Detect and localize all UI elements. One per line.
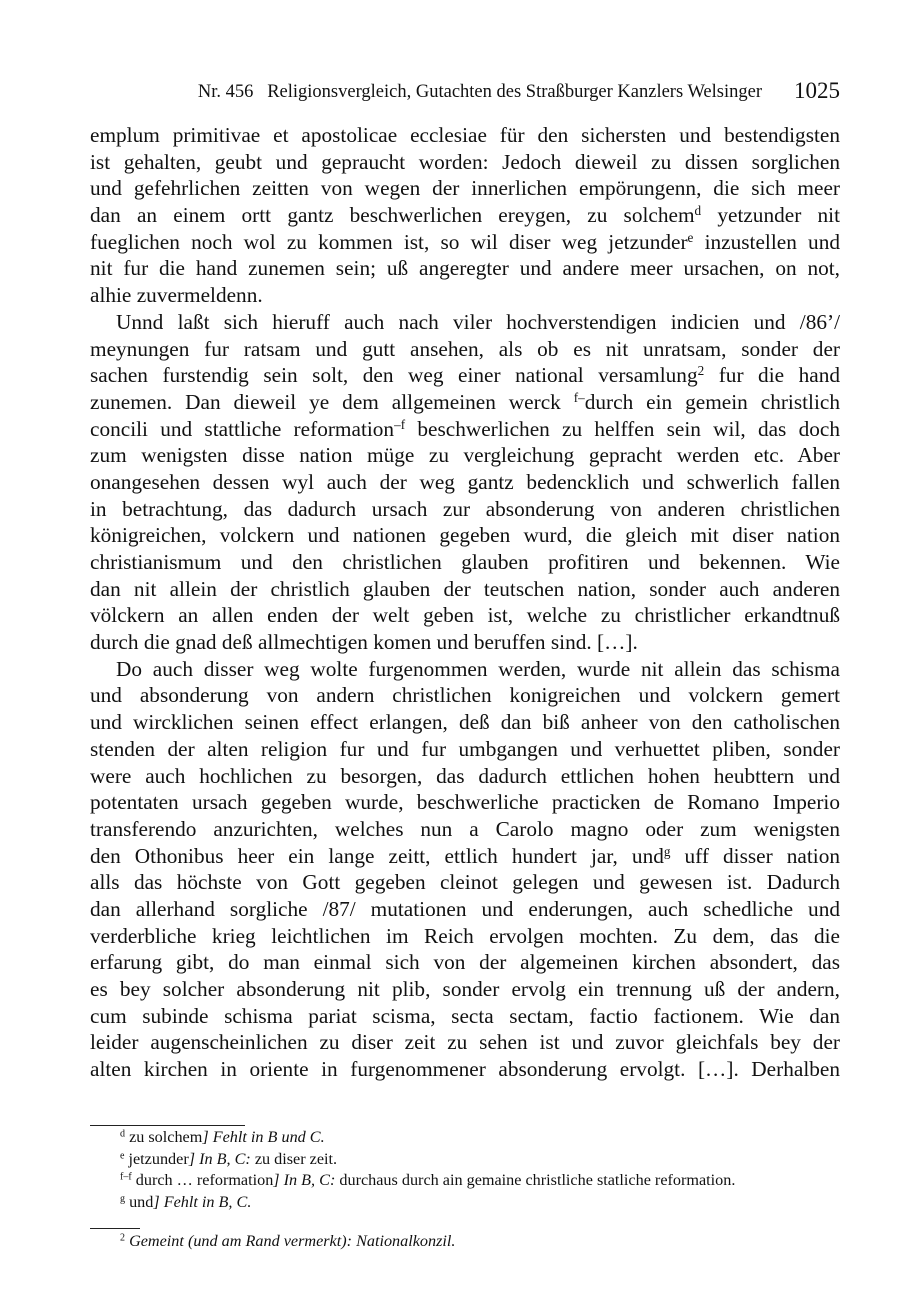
text-run: dan nit allein der christlich glauben der teutschen nation, sonder auch anderen (90, 576, 840, 601)
italic-text: ] Fehlt in B und C. (202, 1128, 325, 1146)
text-run: und gefehrlichen zeitten von wegen der innerlichen empörungenn, die sich meer (90, 176, 840, 201)
text-line (90, 602, 840, 629)
text-line (90, 709, 840, 736)
text-run: transferendo anzurichten, welches nun a Carolo magno oder zum wenigsten (90, 816, 840, 841)
text-run: Do auch disser weg wolte furgenommen werden, wurde nit allein das schisma (116, 656, 840, 681)
text-line (90, 1003, 840, 1030)
text-line (90, 469, 840, 496)
running-header (90, 78, 840, 106)
footnote (120, 1149, 850, 1171)
text-line (90, 336, 840, 363)
text-line (90, 202, 840, 229)
text-line (90, 175, 840, 202)
text-line (90, 522, 840, 549)
paragraph (90, 122, 840, 309)
text-run: alls das höchste von Gott gegeben cleinot gelegen und gewesen ist. Dadurch (90, 870, 840, 895)
text-line (90, 362, 840, 389)
text-line (90, 549, 840, 576)
text-run: cum subinde schisma pariat scisma, secta sectam, factio factionem. Wie dan (90, 1003, 840, 1028)
text-line (90, 789, 840, 816)
text-line (90, 149, 840, 176)
text-line (90, 1056, 840, 1083)
text-line (90, 389, 840, 416)
text-line (90, 229, 840, 256)
footnote-marker: –f (394, 416, 406, 432)
text-line (90, 442, 840, 469)
text-run: zu solchem (125, 1128, 203, 1146)
text-line (90, 416, 840, 443)
footnote-marker: d (120, 1128, 126, 1140)
text-run: Unnd laßt sich hieruff auch nach viler hochverstendigen indicien und /86’/ (116, 309, 840, 334)
text-run: in betrachtung, das dadurch ursach zur absonderung von anderen christlichen (90, 496, 840, 521)
text-run: durchaus durch ain gemaine christliche statliche reformation. (335, 1171, 736, 1190)
text-run: leider augenscheinlichen zu diser zeit zu sehen ist und zuvor gleichfals bey der (90, 1030, 840, 1055)
text-line (90, 976, 840, 1003)
text-run: völckern an allen enden der welt geben ist, welche zu christlicher erkandtnuß (90, 603, 840, 628)
running-title: Nr. 456 Religionsvergleich, Gutachten des Straßburger Kanzlers Welsinger (197, 82, 762, 102)
text-run: yetzunder nit (701, 203, 840, 228)
text-line (90, 682, 840, 709)
text-line (90, 869, 840, 896)
page-number: 1025 (794, 78, 840, 103)
footnote (120, 1231, 850, 1253)
text-run: emplum primitivae et apostolicae ecclesiae für den sichersten und bestendigsten (90, 123, 840, 147)
text-run: stenden der alten religion fur und fur umbgangen und verhuettet pliben, sonder (90, 736, 840, 761)
footnote-marker: 2 (120, 1232, 126, 1244)
paragraph (90, 656, 840, 1083)
footnote-marker: f–f (120, 1171, 132, 1183)
text-run: zu diser zeit. (250, 1149, 338, 1168)
text-line (90, 896, 840, 923)
text-line (90, 282, 840, 309)
text-run: nit fur die hand zunemen sein; uß angeregter und andere meer ursachen, on not, (90, 256, 840, 281)
text-run: zum wenigsten disse nation müge zu vergleichung gepracht werden etc. Aber (90, 443, 840, 468)
text-run: und absonderung von andern christlichen konigreichen und volckern gemert (90, 683, 840, 708)
paragraph (90, 309, 840, 656)
text-line (90, 629, 840, 656)
text-line (90, 843, 840, 870)
text-run: ist gehalten, geubt und gepraucht worden: Jedoch dieweil zu dissen sorglichen (90, 149, 840, 174)
text-run: inzustellen und (693, 229, 841, 254)
text-line (90, 763, 840, 790)
footnote-divider (90, 1125, 245, 1126)
text-run: den Othonibus heer ein lange zeitt, ettlich hundert jar, und (90, 843, 664, 868)
text-line (90, 736, 840, 763)
text-line (90, 122, 840, 149)
text-run: verderbliche krieg leichtlichen im Reich ervolgen mochten. Zu dem, das die (90, 923, 840, 948)
text-run: jetzunder (124, 1149, 189, 1168)
footnote (120, 1192, 850, 1214)
text-run: onangesehen dessen wyl auch der weg gantz bedencklich und schwerlich fallen (90, 469, 840, 494)
text-line (90, 949, 840, 976)
text-run: und (125, 1192, 154, 1211)
text-line (90, 576, 840, 603)
footnote-marker: g (663, 843, 671, 859)
text-line (90, 255, 840, 282)
text-run: und wircklichen seinen effect erlangen, deß dan biß anheer von den catholischen (90, 710, 840, 735)
footnote-marker: e (120, 1150, 125, 1162)
italic-text: ] In B, C: (188, 1149, 251, 1168)
footnote-marker: f– (573, 389, 585, 405)
commentary-divider (90, 1228, 140, 1229)
text-line (90, 816, 840, 843)
commentary-notes (120, 1231, 850, 1253)
italic-text: ] Fehlt in B, C. (153, 1192, 252, 1211)
main-text (90, 122, 840, 1083)
text-run: zunemen. Dan dieweil ye dem allgemeinen werck (90, 389, 574, 414)
text-run: were auch hochlichen zu besorgen, das dadurch ettlichen hohen heubttern und (90, 763, 840, 788)
text-line (90, 1029, 840, 1056)
textual-notes (120, 1127, 850, 1213)
text-run: durch ein gemein christlich (584, 389, 840, 414)
italic-text: ] In B, C: (273, 1171, 336, 1190)
text-run: durch die gnad deß allmechtigen komen und beruffen sind. […]. (90, 630, 638, 655)
footnote-marker: g (120, 1193, 126, 1205)
text-run: uff disser nation (670, 843, 840, 868)
footnote (120, 1127, 850, 1149)
text-line (90, 656, 840, 683)
text-line (90, 923, 840, 950)
text-run: erfarung gibt, do man einmal sich von der algemeinen kirchen absondert, das (90, 950, 840, 975)
footnote-marker: e (687, 229, 694, 245)
text-line (90, 496, 840, 523)
text-run: dan an einem ortt gantz beschwerlichen ereygen, zu solchem (90, 203, 695, 228)
text-run: beschwerlichen zu helffen sein wil, das doch (405, 416, 841, 441)
text-run: sachen furstendig sein solt, den weg einer national versamlung (90, 363, 698, 388)
text-run: potentaten ursach gegeben wurde, beschwerliche practicken de Romano Imperio (90, 790, 840, 815)
text-run: christianismum und den christlichen glauben profitiren und bekennen. Wie (90, 550, 840, 574)
footnote-marker: d (694, 202, 702, 218)
text-run: es bey solcher absonderung nit plib, sonder ervolg ein trennung uß der andern, (90, 977, 840, 1001)
text-run: dan allerhand sorgliche /87/ mutationen und enderungen, auch schedliche und (90, 896, 840, 921)
text-run: concili und stattliche reformation (90, 416, 395, 441)
text-run: alten kirchen in oriente in furgenommener absonderung ervolgt. […]. Derhalben (90, 1057, 840, 1082)
text-line (90, 309, 840, 336)
text-run: alhie zuvermeldenn. (90, 283, 263, 308)
text-run: fueglichen noch wol zu kommen ist, so wil diser weg jetzunder (90, 229, 688, 254)
italic-text: Gemeint (und am Rand vermerkt): Nationalkonzil. (129, 1232, 456, 1250)
footnote-marker: 2 (697, 362, 705, 378)
text-run: königreichen, volckern und nationen gegeben wurd, die gleich mit diser nation (90, 523, 840, 548)
text-run: fur die hand (704, 363, 840, 388)
text-run: durch … reformation (131, 1171, 274, 1190)
text-run: meynungen fur ratsam und gutt ansehen, als ob es nit unratsam, sonder der (90, 336, 840, 361)
footnote (120, 1170, 850, 1192)
